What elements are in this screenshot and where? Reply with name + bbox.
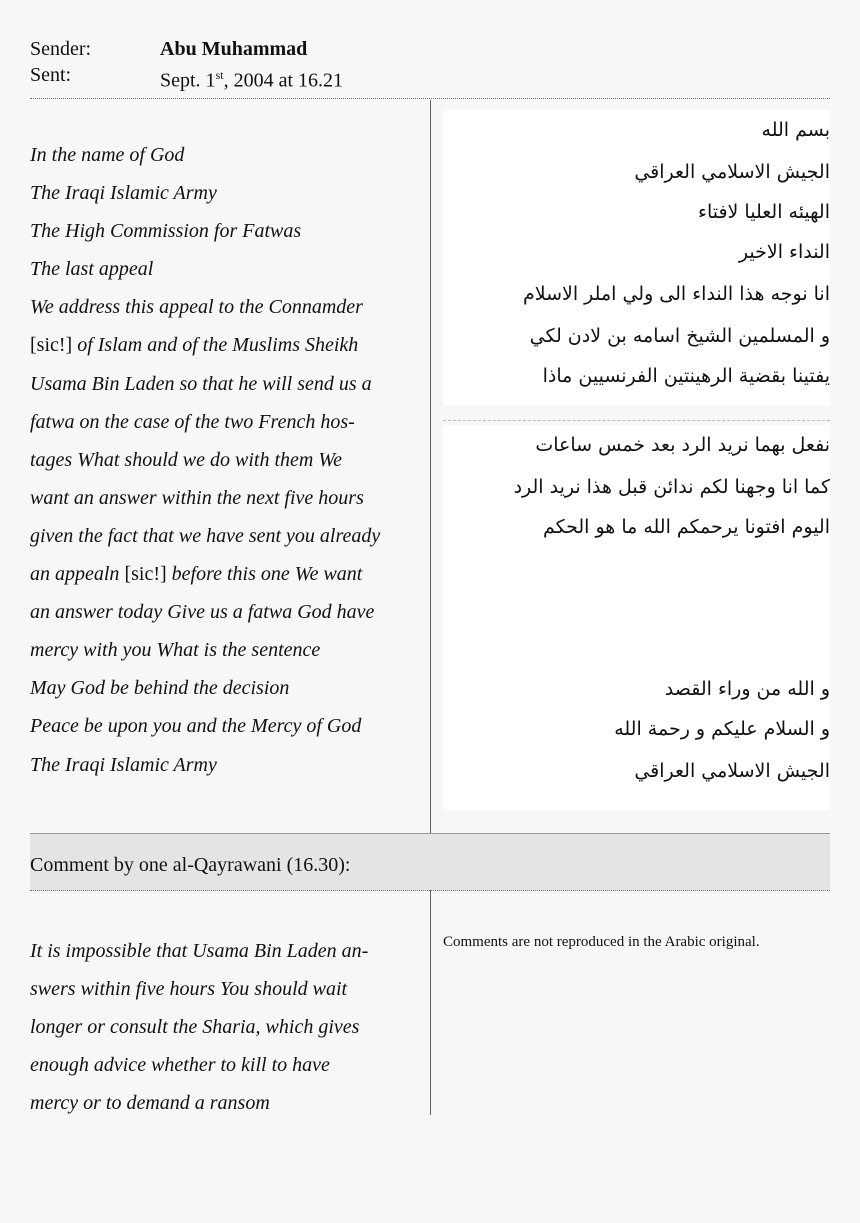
arabic-line: اليوم افتونا يرحمكم الله ما هو الحكم <box>542 516 830 538</box>
english-line: The High Commission for Fatwas <box>30 220 302 243</box>
english-line: We address this appeal to the Connamder <box>30 296 363 319</box>
sender-value: Abu Muhammad <box>160 38 308 60</box>
comment-text <box>30 932 425 1122</box>
sent-value: Sept. 1st, 2004 at 16.21 <box>160 68 344 92</box>
arabic-line: بسم الله <box>761 119 830 141</box>
comment-line: It is impossible that Usama Bin Laden an- <box>30 940 369 962</box>
english-translation <box>30 136 425 784</box>
english-line: tages What should we do with them We <box>30 448 343 471</box>
arabic-line: انا نوجه هذا النداء الى ولي املر الاسلام <box>523 283 830 305</box>
english-line: an appealn [sic!] before this one We want <box>30 563 363 586</box>
arabic-line: يفتينا بقضية الرهينتين الفرنسيين ماذا <box>542 365 830 387</box>
comment-line: longer or consult the Sharia, which gives <box>30 1016 360 1038</box>
english-line: The last appeal <box>30 258 154 281</box>
arabic-original-bottom <box>443 425 830 810</box>
column-divider-top <box>430 100 431 833</box>
sent-row <box>30 62 830 94</box>
arabic-line: نفعل بهما نريد الرد بعد خمس ساعات <box>535 434 830 456</box>
english-line: May God be behind the decision <box>30 677 290 700</box>
arabic-line: النداء الاخير <box>738 241 830 263</box>
english-line: [sic!] of Islam and of the Muslims Sheikh <box>30 334 359 357</box>
arabic-line: و السلام عليكم و رحمة الله <box>614 718 830 740</box>
arabic-line: و المسلمين الشيخ اسامه بن لادن لكي <box>529 325 830 347</box>
arabic-line: كما انا وجهنا لكم ندائن قبل هذا نريد الرد <box>513 476 830 498</box>
arabic-line: و الله من وراء القصد <box>664 678 830 700</box>
arabic-line: الجيش الاسلامي العراقي <box>634 760 830 782</box>
header-divider <box>30 98 830 99</box>
english-line: an answer today Give us a fatwa God have <box>30 601 375 624</box>
english-line: In the name of God <box>30 144 185 166</box>
sender-label: Sender: <box>30 38 92 60</box>
comment-note: Comments are not reproduced in the Arabic original. <box>443 934 760 950</box>
comment-heading-bar <box>30 833 830 891</box>
column-divider-bottom <box>430 890 431 1115</box>
sent-label: Sent: <box>30 64 72 86</box>
comment-line: swers within five hours You should wait <box>30 978 348 1000</box>
english-line: want an answer within the next five hours <box>30 486 364 509</box>
comment-line: mercy or to demand a ransom <box>30 1092 270 1114</box>
arabic-line: الهيئه العليا لافتاء <box>698 201 830 223</box>
english-line: The Iraqi Islamic Army <box>30 182 217 205</box>
english-line: mercy with you What is the sentence <box>30 639 321 662</box>
english-line: Peace be upon you and the Mercy of God <box>30 715 362 738</box>
english-line: fatwa on the case of the two French hos- <box>30 410 355 433</box>
message-header <box>30 36 830 94</box>
arabic-line: الجيش الاسلامي العراقي <box>634 161 830 183</box>
arabic-page-break <box>443 420 830 421</box>
comment-title: Comment by one al-Qayrawani (16.30): <box>30 854 351 876</box>
english-line: The Iraqi Islamic Army <box>30 753 217 776</box>
english-line: Usama Bin Laden so that he will send us a <box>30 372 372 395</box>
comment-line: enough advice whether to kill to have <box>30 1054 330 1076</box>
sender-row <box>30 36 830 62</box>
arabic-original-top <box>443 110 830 406</box>
english-line: given the fact that we have sent you already <box>30 524 381 547</box>
